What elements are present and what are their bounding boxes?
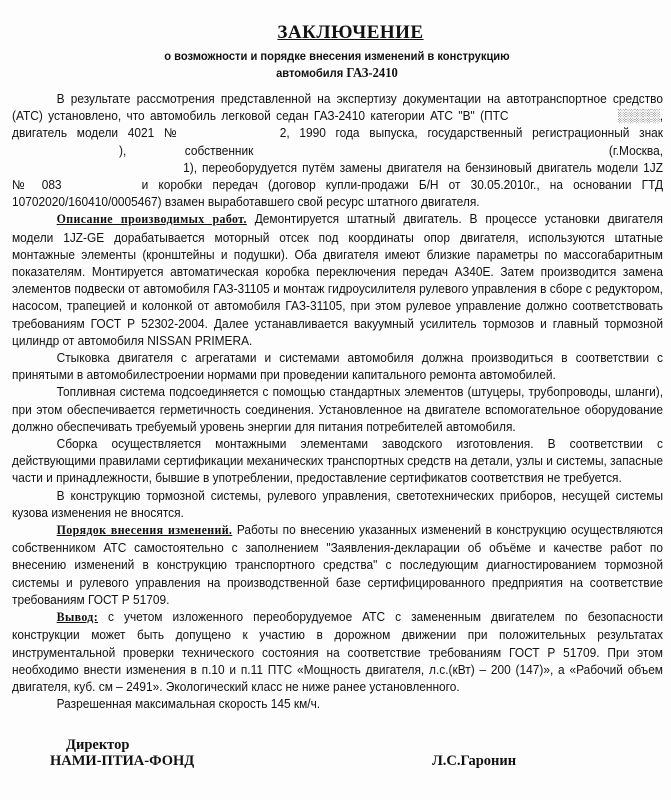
document-subtitle-line2 — [35, 66, 639, 82]
paragraph-fuel: Топливная система подсоединяется с помощью стандартных элементов (штуцеры, трубопроводы, шланги), при этом обеспечивается герметичность соединения. Установленное на двигателе вспомогательное оборудование должно обеспечивать требуемый уровень энергии для питания потребителей автомобиля. — [12, 384, 663, 434]
procedure-heading: Порядок внесения изменений. — [56, 523, 233, 538]
signature-organization: НАМИ-ПТИА-ФОНД — [50, 753, 195, 769]
paragraph-works — [12, 210, 663, 349]
paragraph-assembly: Сборка осуществляется монтажными элементами заводского изготовления. В соответствии с действующими правилами сертификации механических транспортных средств на детали, узлы и системы, запасные части и принадлежности, бывшие в употреблении, предоставление сертификатов соответствия не требуется. — [12, 436, 663, 486]
procedure-text: Работы по внесению указанных изменений в конструкцию осуществляются собственником АТС самостоятельно с заполнением "Заявления-декларации об объёме и качестве работ по внесению изменений в конструкцию транспортного средства" с последующим диагностированием тормозной системы и рулевого управления на производственной базе сертифицированного предприятия на соответствие требованиям ГОСТ Р 51709. — [12, 522, 664, 607]
title-text: ЗАКЛЮЧЕНИЕ — [277, 22, 424, 43]
signature-title: Директор — [66, 737, 130, 753]
intro-text-4: ), собственник — [118, 142, 312, 158]
redacted-new-engine-number — [62, 176, 132, 193]
paragraph-procedure — [12, 521, 663, 608]
paragraph-intro — [12, 90, 663, 210]
intro-text-7: и коробки передач (договор купли-продажи Б/Н от 30.05.2010г., на основании ГТД 10702020/160410/0005467) взамен выработавшего свой ресурс штатного двигателя. — [12, 177, 664, 210]
works-heading: Описание производимых работ. — [56, 212, 247, 227]
paragraph-docking: Стыковка двигателя с агрегатами и системами автомобиля должна производиться в соответствии с принятыми в автомобилестроении нормами при проведении капитального ремонта автомобилей. — [12, 350, 663, 383]
intro-text-2: ░░░░░, двигатель модели 4021 № — [12, 108, 663, 141]
conclusion-text: с учетом изложенного переоборудуемое АТС с замененным двигателем по безопасности конструкции может быть допущено к участию в дорожном движении при положительных результатах инструментальной проверки технического состояния на соответствие требованиям ГОСТ Р 51709. При этом необходимо внести изменения в п.10 и п.11 ПТС «Мощность двигателя, л.с.(кВт) – 200 (147)», а «Рабочий объем двигателя, куб. см – 2491». Экологический класс не ниже ранее установленного. — [12, 609, 663, 694]
paragraph-no-changes: В конструкцию тормозной системы, рулевого управления, светотехнических приборов, несущей системы кузова изменения не вносятся. — [12, 487, 663, 520]
redacted-engine-number — [193, 124, 280, 141]
subtitle-model: ГАЗ-2410 — [346, 66, 398, 81]
redacted-address — [12, 159, 183, 176]
redacted-plate — [12, 142, 119, 159]
intro-text-5: (г.Москва, — [550, 142, 663, 158]
paragraph-conclusion — [12, 608, 663, 695]
signature-name: Л.С.Гаронин — [432, 753, 517, 769]
intro-text-6: 1), переоборудуется путём замены двигателя на бензиновый двигатель модели 1JZ № 083 — [12, 159, 663, 193]
intro-text-3: 2, 1990 года выпуска, государственный регистрационный знак — [279, 125, 663, 141]
intro-text-1: В результате рассмотрения представленной на экспертизу документации на автотранспортное средство (АТС) установлено, что автомобиль легковой седан ГАЗ-2410 категории АТС "В" (ПТС — [12, 91, 663, 124]
document-title — [0, 22, 671, 44]
conclusion-heading: Вывод: — [56, 610, 99, 625]
document-subtitle-line1: о возможности и порядке внесения изменений в конструкцию — [164, 49, 510, 63]
paragraph-max-speed: Разрешенная максимальная скорость 145 км/ч. — [56, 696, 321, 712]
redacted-owner — [312, 142, 551, 159]
works-text: Демонтируется штатный двигатель. В процессе установки двигателя модели 1JZ-GE дорабатывается моторный отсек под координаты опор двигателя, используются штатные монтажные элементы (кронштейны и подушки). Оба двигателя имеют близкие параметры по массогабаритным показателям. Монтируется автоматическая коробка переключения передач А340Е. Затем производится замена элементов подвески от автомобиля ГАЗ-31105 и монтаж гидроусилителя рулевого управления в сборе с редуктором, насосом, трапецией и колонкой от автомобиля ГАЗ-31105, при этом рулевое управление должно соответствовать требованиям ГОСТ Р 52302-2004. Далее устанавливается вакуумный усилитель тормозов и главный тормозной цилиндр от автомобиля NISSAN PRIMERA. — [12, 211, 663, 348]
document-body — [12, 90, 663, 712]
redacted-pts — [514, 107, 618, 124]
subtitle-prefix: автомобиля — [276, 66, 347, 80]
